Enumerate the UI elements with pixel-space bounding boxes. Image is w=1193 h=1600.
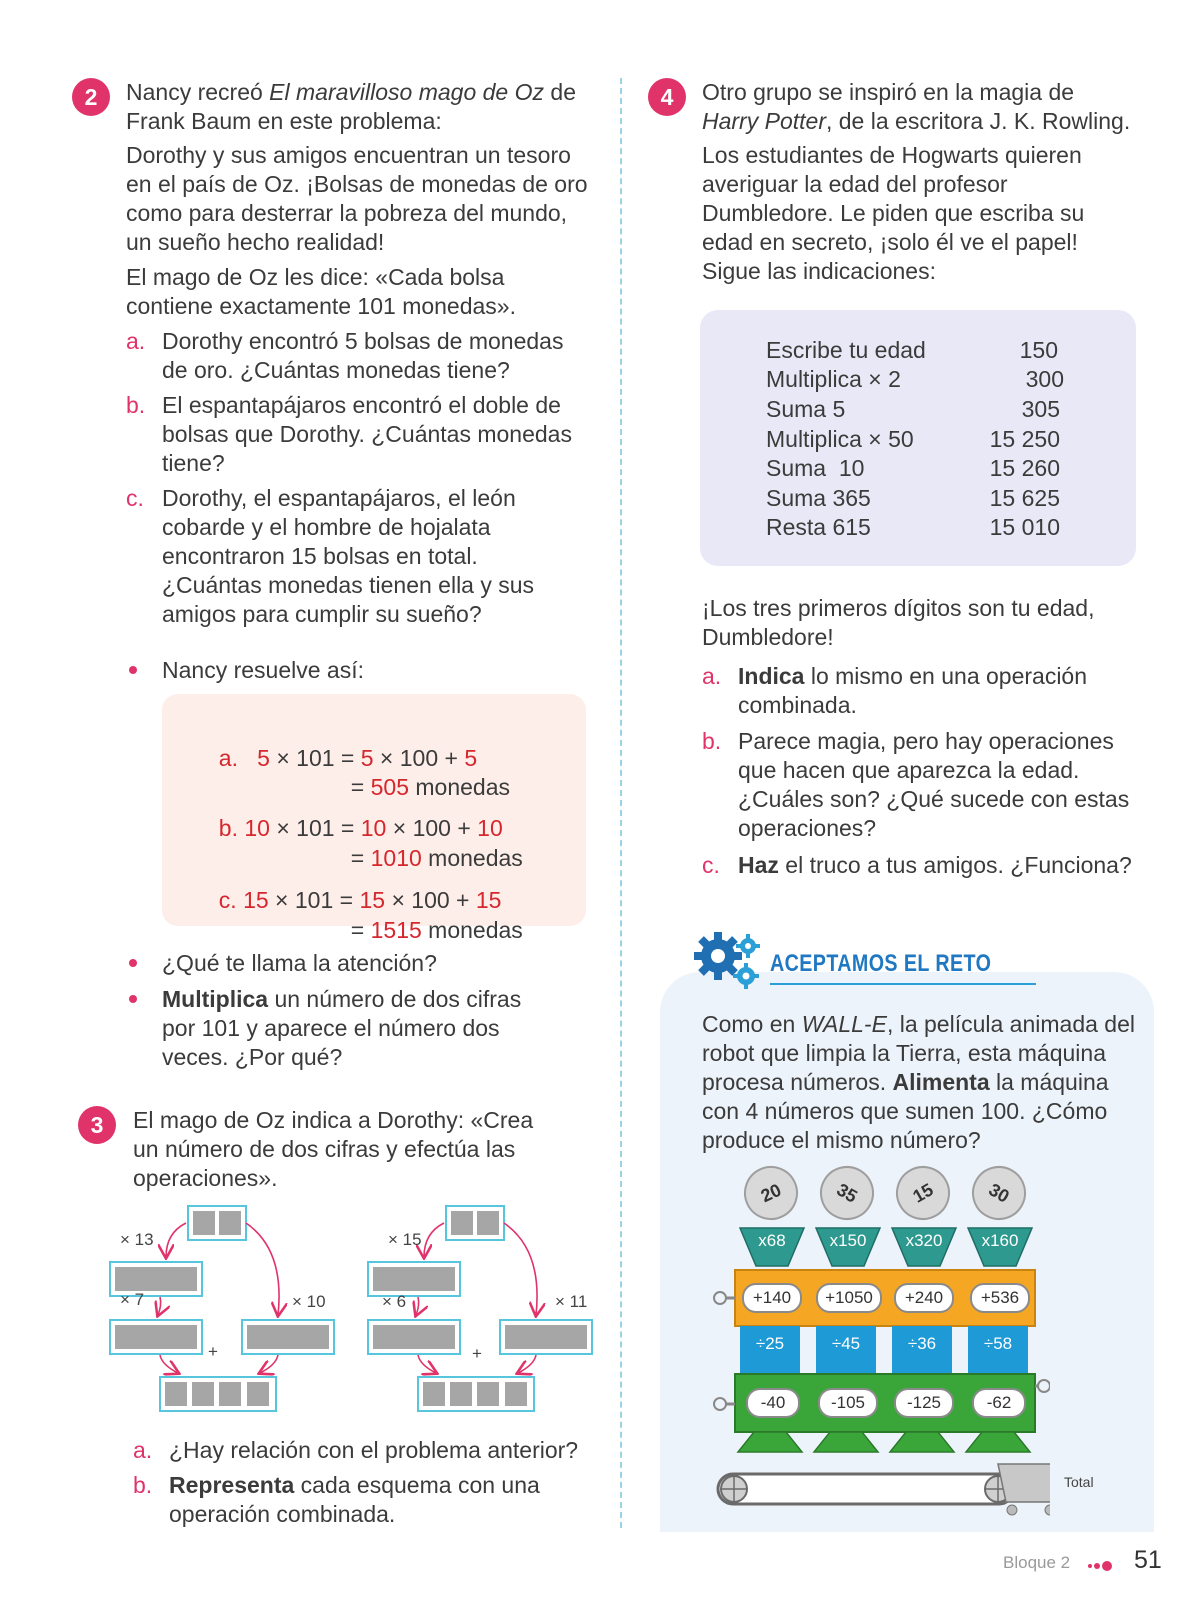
table-value: 15 625 [989, 485, 1060, 511]
book-title: Harry Potter [702, 108, 826, 134]
line: cobarde y el hombre de hojalata [162, 514, 491, 540]
line: El mago de Oz indica a Dorothy: «Crea [133, 1107, 534, 1133]
bold-keyword: Alimenta [892, 1069, 990, 1095]
line: El espantapájaros encontró el doble de [162, 392, 561, 418]
bold-keyword: Indica [738, 663, 805, 689]
p4-item-a [702, 662, 1172, 722]
p2-intro-text: Nancy recreó [126, 79, 270, 105]
divide-label: ÷36 [907, 1334, 937, 1353]
line: produce el mismo número? [702, 1127, 981, 1153]
item-marker: a. [702, 663, 722, 689]
p2-para1-line: como para desterrar la pobreza del mundo, [126, 200, 568, 226]
add-label: +536 [970, 1283, 1030, 1313]
item-text [162, 391, 572, 478]
p2-para1-line: un sueño hecho realidad! [126, 229, 385, 255]
sol-marker: c. [218, 887, 237, 913]
text: el truco a tus amigos. ¿Funciona? [778, 852, 1132, 878]
item-text [738, 727, 1129, 843]
p4-item-c [702, 851, 1182, 881]
p2-para2-line: El mago de Oz les dice: «Cada bolsa [126, 264, 505, 290]
p4-intro [702, 78, 1172, 136]
line: operación combinada. [169, 1501, 396, 1527]
bullet-dot [129, 666, 137, 674]
table-op: Suma 365 [766, 485, 871, 511]
line: encontraron 15 bolsas en total. [162, 543, 478, 569]
line: operaciones? [738, 815, 877, 841]
line: Otro grupo se inspiró en la magia de [702, 79, 1075, 105]
sol-op: × 100 + [386, 815, 478, 841]
bold-keyword: Multiplica [162, 986, 269, 1012]
line: tiene? [162, 450, 225, 476]
line: averiguar la edad del profesor [702, 171, 1008, 197]
text: lo mismo en una operación [804, 663, 1088, 689]
table-op: Resta 615 [766, 514, 871, 540]
item-marker: b. [133, 1472, 153, 1498]
divide-label: ÷58 [983, 1334, 1013, 1353]
sol-eq: = [350, 845, 371, 871]
p2-para1-line: Dorothy y sus amigos encuentran un tesoro [126, 142, 571, 168]
input-ball: 35 [810, 1156, 884, 1230]
diagram2-top-label: × 15 [388, 1230, 422, 1249]
movie-title: WALL-E [801, 1011, 887, 1037]
total-cart-label: Total [1064, 1474, 1094, 1490]
sol-marker: b. [218, 815, 238, 841]
subtract-label: ‑62 [972, 1388, 1026, 1418]
table-op: Escribe tu edad [766, 337, 926, 363]
table-value: 15 260 [989, 455, 1060, 481]
table-value: 15 010 [989, 514, 1060, 540]
line: de oro. ¿Cuántas monedas tiene? [162, 357, 510, 383]
line: ¡Los tres primeros dígitos son tu edad, [702, 595, 1095, 621]
sol-num: 10 [477, 815, 503, 841]
add-label: +140 [742, 1283, 802, 1313]
table-value: 150 [1019, 337, 1058, 363]
p3-item-b [133, 1471, 613, 1531]
item-marker: a. [126, 328, 146, 354]
challenge-title: ACEPTAMOS EL RETO [770, 950, 992, 977]
p3-item-a [133, 1436, 613, 1466]
table-value: 300 [1025, 366, 1064, 392]
p2-item-b [126, 391, 606, 481]
subtract-label: ‑105 [818, 1388, 878, 1418]
line: Los estudiantes de Hogwarts quieren [702, 142, 1082, 168]
sol-result: 505 [370, 774, 409, 800]
p2-paragraph-2 [126, 263, 606, 321]
divide-label: ÷25 [755, 1334, 785, 1353]
text: Como en [702, 1011, 802, 1037]
sol-op: × 101 = [269, 745, 361, 771]
sol-op: × 101 = [269, 815, 361, 841]
line: con 4 números que sumen 100. ¿Cómo [702, 1098, 1108, 1124]
input-ball: 20 [735, 1157, 807, 1229]
p2-intro-text-2: de [544, 79, 576, 105]
diagram1-plus: + [208, 1342, 218, 1361]
bullet-dot [129, 959, 137, 967]
table-value: 305 [1021, 396, 1060, 422]
line: ¿Cuáles son? ¿Qué sucede con estas [738, 786, 1130, 812]
diagram2-right-label: × 11 [555, 1292, 588, 1311]
subtract-label: ‑125 [894, 1388, 954, 1418]
p2-bullet-2: ¿Qué te llama la atención? [162, 950, 437, 976]
multiply-label: x320 [905, 1231, 943, 1250]
problem-4-badge: 4 [648, 78, 686, 116]
p2-intro-line2: Frank Baum en este problema: [126, 108, 442, 134]
line: Dumbledore. Le piden que escriba su [702, 200, 1085, 226]
table-op: Suma 10 [766, 455, 865, 481]
line: Sigue las indicaciones: [702, 258, 936, 284]
sol-num: 15 [359, 887, 386, 913]
item-marker: a. [133, 1437, 153, 1463]
problem-3-badge: 3 [78, 1106, 116, 1144]
sol-eq: = [350, 774, 371, 800]
input-ball: 15 [886, 1156, 960, 1230]
sol-marker: a. [218, 745, 238, 771]
problem-2-badge: 2 [72, 78, 110, 116]
p2-paragraph-1 [126, 141, 606, 257]
page-number: 51 [1134, 1546, 1162, 1574]
sol-unit: monedas [408, 774, 510, 800]
multiply-label: x160 [981, 1231, 1019, 1250]
number-machine [710, 1220, 1050, 1520]
sol-unit: monedas [421, 917, 523, 943]
sol-num: 10 [244, 815, 270, 841]
line: bolsas que Dorothy. ¿Cuántas monedas [162, 421, 572, 447]
sol-num: 5 [360, 745, 374, 771]
table-op: Multiplica × 2 [766, 366, 901, 392]
item-text [738, 851, 1132, 880]
diagram2-left-label: × 6 [382, 1292, 407, 1311]
sol-num: 15 [243, 887, 269, 913]
footer-block: Bloque 2 [1003, 1553, 1071, 1572]
item-marker: c. [702, 852, 720, 878]
bold-keyword: Representa [169, 1472, 295, 1498]
p2-para1-line: en el país de Oz. ¡Bolsas de monedas de oro [126, 171, 588, 197]
line: edad en secreto, ¡solo él ve el papel! [702, 229, 1078, 255]
p2-bullet-1: Nancy resuelve así: [162, 657, 364, 683]
line: amigos para cumplir su sueño? [162, 601, 482, 627]
line: operaciones». [133, 1165, 278, 1191]
sol-num: 10 [360, 815, 387, 841]
solution-c-result [338, 887, 523, 945]
p4-conclusion [702, 594, 1172, 652]
sol-result: 1515 [370, 917, 422, 943]
add-label: +240 [894, 1283, 954, 1313]
operation-diagrams [100, 1205, 610, 1425]
line: Dumbledore! [702, 624, 834, 650]
multiply-label: x150 [829, 1231, 867, 1250]
line: un número de dos cifras y efectúa las [133, 1136, 516, 1162]
p4-paragraph [702, 141, 1172, 286]
sol-op: × 101 = [268, 887, 360, 913]
add-label: +1050 [816, 1283, 882, 1313]
sol-num: 5 [257, 745, 270, 771]
trick-table [700, 310, 1136, 566]
diagram1-left-label: × 7 [120, 1290, 145, 1309]
line: Parece magia, pero hay operaciones [738, 728, 1114, 754]
diagram1-right-label: × 10 [292, 1292, 326, 1311]
table-op: Multiplica × 50 [766, 426, 914, 452]
challenge-text [702, 1010, 1162, 1155]
sol-op: × 100 + [385, 887, 476, 913]
text: , de la escritora J. K. Rowling. [825, 108, 1131, 134]
table-op: Suma 5 [766, 396, 846, 422]
p2-para2-line: contiene exactamente 101 monedas». [126, 293, 516, 319]
item-text [162, 327, 563, 385]
sol-result: 1010 [370, 845, 422, 871]
text: la máquina [989, 1069, 1109, 1095]
line: robot que limpia la Tierra, esta máquina [702, 1040, 1106, 1066]
line: veces. ¿Por qué? [162, 1044, 343, 1070]
item-marker: b. [126, 392, 146, 418]
sol-eq: = [350, 917, 371, 943]
text: procesa números. [702, 1069, 893, 1095]
line: Dorothy encontró 5 bolsas de monedas [162, 328, 564, 354]
p2-item-c [126, 484, 606, 634]
item-text [169, 1471, 540, 1529]
sol-op: × 100 + [373, 745, 465, 771]
bold-keyword: Haz [738, 852, 779, 878]
p2-intro [126, 78, 606, 136]
table-value: 15 250 [989, 426, 1060, 452]
input-ball: 30 [962, 1156, 1036, 1230]
item-text [162, 484, 534, 629]
bullet-dot [129, 995, 137, 1003]
p2-bullet-3 [162, 985, 592, 1072]
multiply-label: x68 [758, 1231, 786, 1250]
item-text: ¿Hay relación con el problema anterior? [169, 1437, 579, 1463]
sol-num: 5 [464, 745, 478, 771]
sol-unit: monedas [421, 845, 523, 871]
column-divider [620, 78, 622, 1528]
line: ¿Cuántas monedas tienen ella y sus [162, 572, 535, 598]
item-text [738, 662, 1087, 720]
item-marker: c. [126, 485, 144, 511]
sol-num: 15 [475, 887, 502, 913]
p2-item-a [126, 327, 606, 387]
text: , la película animada del [886, 1011, 1135, 1037]
gears-icon [692, 926, 764, 994]
text: cada esquema con una [294, 1472, 540, 1498]
diagram2-plus: + [472, 1344, 482, 1363]
text: un número de dos cifras [268, 986, 522, 1012]
line: que hacen que aparezca la edad. [738, 757, 1080, 783]
p3-text [133, 1106, 603, 1193]
item-marker: b. [702, 728, 722, 754]
diagram1-top-label: × 13 [120, 1230, 154, 1249]
line: por 101 y aparece el número dos [162, 1015, 500, 1041]
subtract-label: ‑40 [746, 1388, 800, 1418]
line: Dorothy, el espantapájaros, el león [162, 485, 516, 511]
challenge-title-underline [770, 983, 1036, 985]
p4-item-b [702, 727, 1172, 847]
line: combinada. [738, 692, 857, 718]
divide-label: ÷45 [831, 1334, 861, 1353]
p2-book-title: El maravilloso mago de Oz [269, 79, 545, 105]
